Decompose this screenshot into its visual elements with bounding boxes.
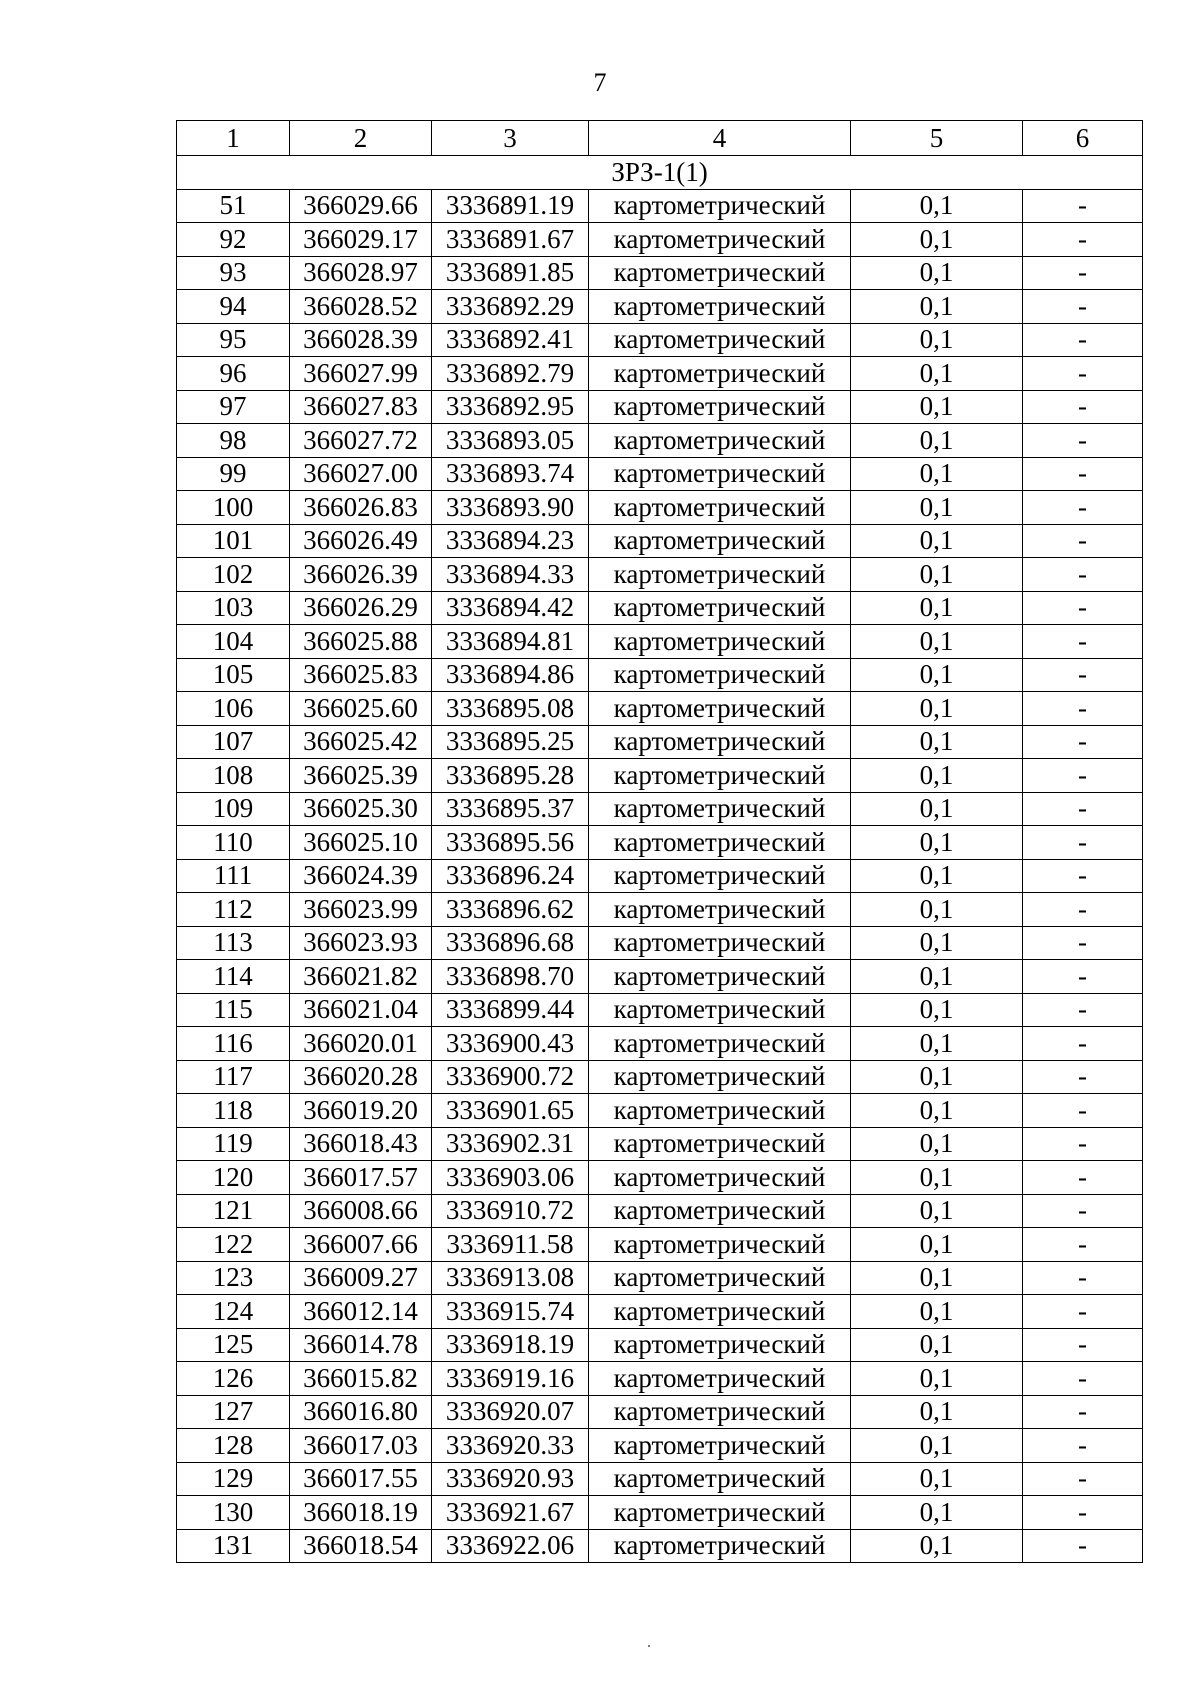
header-cell: 3 [432,121,589,156]
y-coordinate-cell: 3336895.37 [432,792,589,826]
y-coordinate-cell: 3336900.43 [432,1027,589,1061]
x-coordinate-cell: 366015.82 [290,1362,432,1396]
x-coordinate-cell: 366027.72 [290,424,432,458]
y-coordinate-cell: 3336896.62 [432,893,589,927]
table-row [177,1529,1143,1563]
table-row [177,491,1143,525]
method-cell: картометрический [589,390,851,424]
x-coordinate-cell: 366018.19 [290,1496,432,1530]
note-cell: - [1023,1094,1143,1128]
note-cell: - [1023,390,1143,424]
note-cell: - [1023,859,1143,893]
method-cell: картометрический [589,424,851,458]
x-coordinate-cell: 366027.00 [290,457,432,491]
note-cell: - [1023,1228,1143,1262]
accuracy-cell: 0,1 [851,1127,1023,1161]
y-coordinate-cell: 3336910.72 [432,1194,589,1228]
x-coordinate-cell: 366008.66 [290,1194,432,1228]
point-number-cell: 107 [177,725,290,759]
accuracy-cell: 0,1 [851,1328,1023,1362]
accuracy-cell: 0,1 [851,993,1023,1027]
table-row [177,1496,1143,1530]
point-number-cell: 116 [177,1027,290,1061]
y-coordinate-cell: 3336895.56 [432,826,589,860]
accuracy-cell: 0,1 [851,1261,1023,1295]
point-number-cell: 98 [177,424,290,458]
x-coordinate-cell: 366020.01 [290,1027,432,1061]
section-title: ЗРЗ-1(1) [177,156,1143,190]
point-number-cell: 93 [177,256,290,290]
method-cell: картометрический [589,1496,851,1530]
note-cell: - [1023,926,1143,960]
accuracy-cell: 0,1 [851,692,1023,726]
table-row [177,357,1143,391]
y-coordinate-cell: 3336895.25 [432,725,589,759]
x-coordinate-cell: 366025.39 [290,759,432,793]
table-row [177,323,1143,357]
accuracy-cell: 0,1 [851,960,1023,994]
table-row [177,993,1143,1027]
table-row [177,759,1143,793]
y-coordinate-cell: 3336918.19 [432,1328,589,1362]
method-cell: картометрический [589,357,851,391]
x-coordinate-cell: 366026.29 [290,591,432,625]
x-coordinate-cell: 366025.88 [290,625,432,659]
method-cell: картометрический [589,1395,851,1429]
method-cell: картометрический [589,1027,851,1061]
note-cell: - [1023,993,1143,1027]
x-coordinate-cell: 366014.78 [290,1328,432,1362]
table-row [177,424,1143,458]
table-row [177,1094,1143,1128]
accuracy-cell: 0,1 [851,1362,1023,1396]
point-number-cell: 112 [177,893,290,927]
x-coordinate-cell: 366024.39 [290,859,432,893]
note-cell: - [1023,1261,1143,1295]
method-cell: картометрический [589,960,851,994]
table-row [177,1060,1143,1094]
x-coordinate-cell: 366025.42 [290,725,432,759]
point-number-cell: 105 [177,658,290,692]
accuracy-cell: 0,1 [851,323,1023,357]
point-number-cell: 108 [177,759,290,793]
table-row [177,457,1143,491]
method-cell: картометрический [589,826,851,860]
note-cell: - [1023,1161,1143,1195]
point-number-cell: 96 [177,357,290,391]
method-cell: картометрический [589,792,851,826]
method-cell: картометрический [589,591,851,625]
accuracy-cell: 0,1 [851,926,1023,960]
y-coordinate-cell: 3336896.24 [432,859,589,893]
point-number-cell: 127 [177,1395,290,1429]
method-cell: картометрический [589,1295,851,1329]
note-cell: - [1023,759,1143,793]
point-number-cell: 109 [177,792,290,826]
accuracy-cell: 0,1 [851,826,1023,860]
y-coordinate-cell: 3336915.74 [432,1295,589,1329]
accuracy-cell: 0,1 [851,1194,1023,1228]
table-row [177,859,1143,893]
accuracy-cell: 0,1 [851,424,1023,458]
accuracy-cell: 0,1 [851,792,1023,826]
accuracy-cell: 0,1 [851,290,1023,324]
header-cell: 4 [589,121,851,156]
y-coordinate-cell: 3336899.44 [432,993,589,1027]
note-cell: - [1023,558,1143,592]
method-cell: картометрический [589,1060,851,1094]
table-row [177,1161,1143,1195]
table-row [177,625,1143,659]
method-cell: картометрический [589,1261,851,1295]
note-cell: - [1023,290,1143,324]
table-row [177,558,1143,592]
y-coordinate-cell: 3336900.72 [432,1060,589,1094]
point-number-cell: 118 [177,1094,290,1128]
point-number-cell: 106 [177,692,290,726]
y-coordinate-cell: 3336893.74 [432,457,589,491]
note-cell: - [1023,1295,1143,1329]
y-coordinate-cell: 3336896.68 [432,926,589,960]
x-coordinate-cell: 366012.14 [290,1295,432,1329]
point-number-cell: 125 [177,1328,290,1362]
y-coordinate-cell: 3336894.42 [432,591,589,625]
note-cell: - [1023,893,1143,927]
x-coordinate-cell: 366007.66 [290,1228,432,1262]
point-number-cell: 121 [177,1194,290,1228]
table-row [177,1395,1143,1429]
note-cell: - [1023,625,1143,659]
y-coordinate-cell: 3336913.08 [432,1261,589,1295]
note-cell: - [1023,256,1143,290]
point-number-cell: 119 [177,1127,290,1161]
x-coordinate-cell: 366016.80 [290,1395,432,1429]
y-coordinate-cell: 3336920.33 [432,1429,589,1463]
table-row [177,658,1143,692]
accuracy-cell: 0,1 [851,256,1023,290]
accuracy-cell: 0,1 [851,1161,1023,1195]
point-number-cell: 120 [177,1161,290,1195]
method-cell: картометрический [589,1094,851,1128]
accuracy-cell: 0,1 [851,1429,1023,1463]
y-coordinate-cell: 3336895.28 [432,759,589,793]
method-cell: картометрический [589,1362,851,1396]
header-cell: 5 [851,121,1023,156]
scan-dot [648,1645,650,1647]
accuracy-cell: 0,1 [851,859,1023,893]
point-number-cell: 123 [177,1261,290,1295]
x-coordinate-cell: 366026.39 [290,558,432,592]
method-cell: картометрический [589,524,851,558]
accuracy-cell: 0,1 [851,524,1023,558]
y-coordinate-cell: 3336892.79 [432,357,589,391]
accuracy-cell: 0,1 [851,658,1023,692]
point-number-cell: 92 [177,223,290,257]
y-coordinate-cell: 3336892.29 [432,290,589,324]
table-row [177,1261,1143,1295]
x-coordinate-cell: 366017.57 [290,1161,432,1195]
x-coordinate-cell: 366028.52 [290,290,432,324]
accuracy-cell: 0,1 [851,491,1023,525]
accuracy-cell: 0,1 [851,457,1023,491]
x-coordinate-cell: 366019.20 [290,1094,432,1128]
section-row [177,156,1143,190]
table-row [177,1127,1143,1161]
method-cell: картометрический [589,1429,851,1463]
point-number-cell: 103 [177,591,290,625]
y-coordinate-cell: 3336919.16 [432,1362,589,1396]
x-coordinate-cell: 366028.39 [290,323,432,357]
header-cell: 2 [290,121,432,156]
x-coordinate-cell: 366025.60 [290,692,432,726]
point-number-cell: 94 [177,290,290,324]
x-coordinate-cell: 366021.04 [290,993,432,1027]
accuracy-cell: 0,1 [851,1295,1023,1329]
table-row [177,1462,1143,1496]
method-cell: картометрический [589,256,851,290]
method-cell: картометрический [589,457,851,491]
page-number: 7 [593,68,607,97]
point-number-cell: 117 [177,1060,290,1094]
accuracy-cell: 0,1 [851,1496,1023,1530]
note-cell: - [1023,658,1143,692]
method-cell: картометрический [589,859,851,893]
accuracy-cell: 0,1 [851,893,1023,927]
accuracy-cell: 0,1 [851,1060,1023,1094]
header-cell: 1 [177,121,290,156]
note-cell: - [1023,524,1143,558]
accuracy-cell: 0,1 [851,725,1023,759]
point-number-cell: 95 [177,323,290,357]
x-coordinate-cell: 366028.97 [290,256,432,290]
accuracy-cell: 0,1 [851,591,1023,625]
table-row [177,725,1143,759]
note-cell: - [1023,457,1143,491]
y-coordinate-cell: 3336893.90 [432,491,589,525]
note-cell: - [1023,1027,1143,1061]
y-coordinate-cell: 3336901.65 [432,1094,589,1128]
x-coordinate-cell: 366023.93 [290,926,432,960]
method-cell: картометрический [589,1529,851,1563]
point-number-cell: 102 [177,558,290,592]
accuracy-cell: 0,1 [851,223,1023,257]
table-row [177,792,1143,826]
point-number-cell: 128 [177,1429,290,1463]
x-coordinate-cell: 366017.03 [290,1429,432,1463]
note-cell: - [1023,424,1143,458]
table-row [177,692,1143,726]
x-coordinate-cell: 366026.49 [290,524,432,558]
method-cell: картометрический [589,759,851,793]
method-cell: картометрический [589,1228,851,1262]
x-coordinate-cell: 366029.66 [290,189,432,223]
y-coordinate-cell: 3336898.70 [432,960,589,994]
note-cell: - [1023,1194,1143,1228]
accuracy-cell: 0,1 [851,1094,1023,1128]
table-row [177,390,1143,424]
point-number-cell: 100 [177,491,290,525]
accuracy-cell: 0,1 [851,558,1023,592]
x-coordinate-cell: 366025.83 [290,658,432,692]
y-coordinate-cell: 3336920.93 [432,1462,589,1496]
point-number-cell: 99 [177,457,290,491]
point-number-cell: 129 [177,1462,290,1496]
table-row [177,256,1143,290]
y-coordinate-cell: 3336894.33 [432,558,589,592]
accuracy-cell: 0,1 [851,390,1023,424]
method-cell: картометрический [589,1161,851,1195]
table-row [177,960,1143,994]
x-coordinate-cell: 366025.10 [290,826,432,860]
note-cell: - [1023,1362,1143,1396]
note-cell: - [1023,1496,1143,1530]
point-number-cell: 131 [177,1529,290,1563]
note-cell: - [1023,591,1143,625]
note-cell: - [1023,223,1143,257]
method-cell: картометрический [589,1462,851,1496]
y-coordinate-cell: 3336902.31 [432,1127,589,1161]
y-coordinate-cell: 3336920.07 [432,1395,589,1429]
method-cell: картометрический [589,893,851,927]
table-row [177,189,1143,223]
note-cell: - [1023,1060,1143,1094]
point-number-cell: 97 [177,390,290,424]
accuracy-cell: 0,1 [851,1462,1023,1496]
y-coordinate-cell: 3336891.85 [432,256,589,290]
x-coordinate-cell: 366018.43 [290,1127,432,1161]
point-number-cell: 101 [177,524,290,558]
method-cell: картометрический [589,926,851,960]
table-row [177,826,1143,860]
y-coordinate-cell: 3336891.19 [432,189,589,223]
x-coordinate-cell: 366026.83 [290,491,432,525]
point-number-cell: 122 [177,1228,290,1262]
note-cell: - [1023,826,1143,860]
x-coordinate-cell: 366017.55 [290,1462,432,1496]
point-number-cell: 115 [177,993,290,1027]
table-row [177,1194,1143,1228]
y-coordinate-cell: 3336893.05 [432,424,589,458]
y-coordinate-cell: 3336892.41 [432,323,589,357]
method-cell: картометрический [589,491,851,525]
method-cell: картометрический [589,558,851,592]
y-coordinate-cell: 3336894.81 [432,625,589,659]
x-coordinate-cell: 366027.83 [290,390,432,424]
note-cell: - [1023,792,1143,826]
method-cell: картометрический [589,1127,851,1161]
x-coordinate-cell: 366009.27 [290,1261,432,1295]
method-cell: картометрический [589,625,851,659]
x-coordinate-cell: 366023.99 [290,893,432,927]
y-coordinate-cell: 3336891.67 [432,223,589,257]
accuracy-cell: 0,1 [851,1395,1023,1429]
note-cell: - [1023,960,1143,994]
method-cell: картометрический [589,658,851,692]
point-number-cell: 130 [177,1496,290,1530]
accuracy-cell: 0,1 [851,1529,1023,1563]
note-cell: - [1023,491,1143,525]
method-cell: картометрический [589,290,851,324]
accuracy-cell: 0,1 [851,1027,1023,1061]
table-row [177,1027,1143,1061]
header-cell: 6 [1023,121,1143,156]
note-cell: - [1023,725,1143,759]
x-coordinate-cell: 366027.99 [290,357,432,391]
y-coordinate-cell: 3336892.95 [432,390,589,424]
table-row [177,926,1143,960]
y-coordinate-cell: 3336894.23 [432,524,589,558]
x-coordinate-cell: 366020.28 [290,1060,432,1094]
x-coordinate-cell: 366029.17 [290,223,432,257]
table-row [177,524,1143,558]
y-coordinate-cell: 3336895.08 [432,692,589,726]
header-row [177,121,1143,156]
point-number-cell: 126 [177,1362,290,1396]
point-number-cell: 111 [177,859,290,893]
y-coordinate-cell: 3336922.06 [432,1529,589,1563]
point-number-cell: 113 [177,926,290,960]
method-cell: картометрический [589,223,851,257]
note-cell: - [1023,1395,1143,1429]
x-coordinate-cell: 366018.54 [290,1529,432,1563]
accuracy-cell: 0,1 [851,625,1023,659]
method-cell: картометрический [589,323,851,357]
x-coordinate-cell: 366021.82 [290,960,432,994]
table-row [177,1429,1143,1463]
x-coordinate-cell: 366025.30 [290,792,432,826]
method-cell: картометрический [589,725,851,759]
table-row [177,1295,1143,1329]
method-cell: картометрический [589,1194,851,1228]
point-number-cell: 124 [177,1295,290,1329]
table-row [177,591,1143,625]
note-cell: - [1023,1127,1143,1161]
note-cell: - [1023,1462,1143,1496]
note-cell: - [1023,323,1143,357]
method-cell: картометрический [589,189,851,223]
table-row [177,1328,1143,1362]
table-row [177,223,1143,257]
y-coordinate-cell: 3336903.06 [432,1161,589,1195]
table-row [177,290,1143,324]
method-cell: картометрический [589,692,851,726]
y-coordinate-cell: 3336894.86 [432,658,589,692]
table-row [177,893,1143,927]
note-cell: - [1023,692,1143,726]
note-cell: - [1023,1529,1143,1563]
method-cell: картометрический [589,993,851,1027]
table-row [177,1228,1143,1262]
method-cell: картометрический [589,1328,851,1362]
accuracy-cell: 0,1 [851,1228,1023,1262]
point-number-cell: 51 [177,189,290,223]
y-coordinate-cell: 3336911.58 [432,1228,589,1262]
note-cell: - [1023,189,1143,223]
point-number-cell: 114 [177,960,290,994]
accuracy-cell: 0,1 [851,759,1023,793]
accuracy-cell: 0,1 [851,189,1023,223]
y-coordinate-cell: 3336921.67 [432,1496,589,1530]
coordinates-table [176,120,1143,1563]
note-cell: - [1023,1328,1143,1362]
accuracy-cell: 0,1 [851,357,1023,391]
note-cell: - [1023,1429,1143,1463]
note-cell: - [1023,357,1143,391]
point-number-cell: 104 [177,625,290,659]
table-row [177,1362,1143,1396]
point-number-cell: 110 [177,826,290,860]
